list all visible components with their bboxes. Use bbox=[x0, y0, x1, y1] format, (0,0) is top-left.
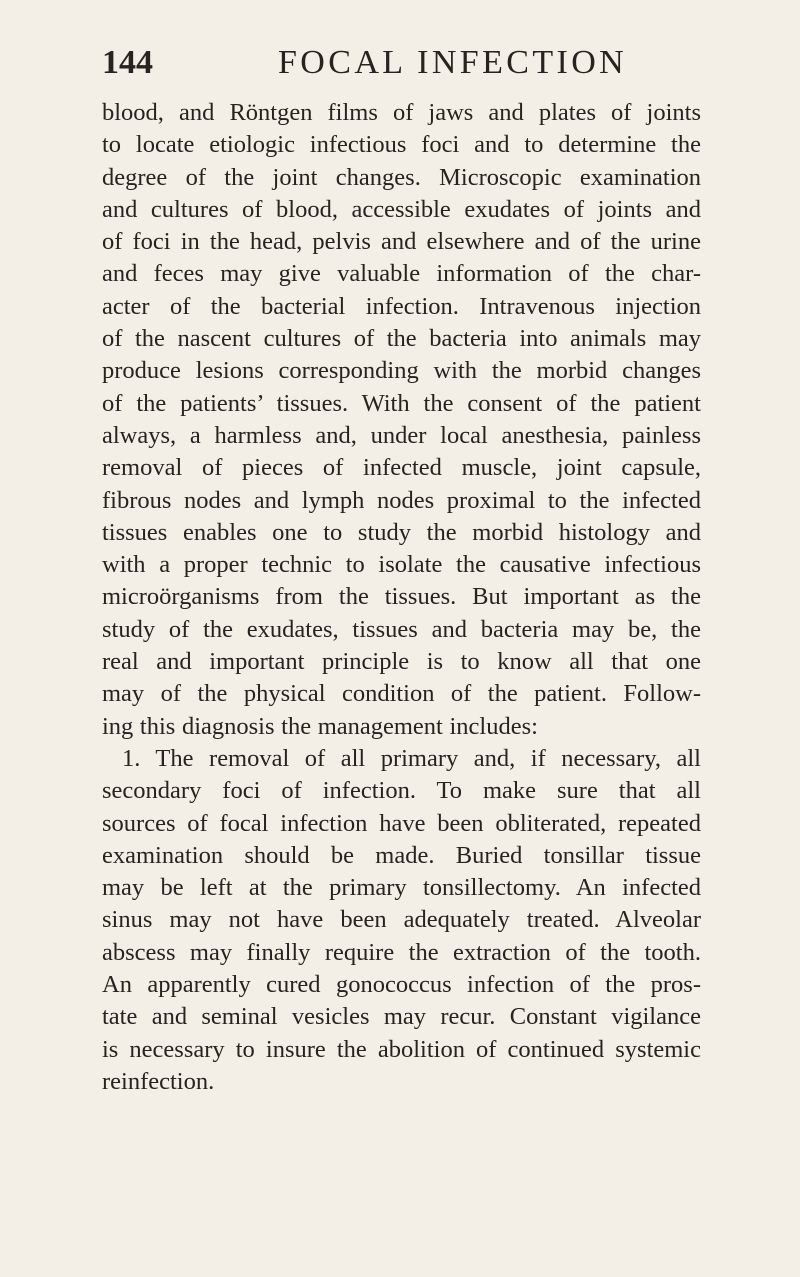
text-line: abscess may finally require the extraction of the tooth. bbox=[102, 938, 701, 966]
text-line: and feces may give valuable information of the char- bbox=[102, 260, 701, 288]
text-line: fibrous nodes and lymph nodes proximal to the infected bbox=[102, 486, 701, 514]
text-line: tate and seminal vesicles may recur. Constant vigilance bbox=[102, 1003, 701, 1031]
text-line: blood, and Röntgen films of jaws and plates of joints bbox=[102, 99, 701, 126]
body-text bbox=[102, 97, 701, 1098]
text-line: examination should be made. Buried tonsillar tissue bbox=[102, 841, 701, 869]
text-line: reinfection. bbox=[102, 1067, 215, 1095]
text-line: of the patients’ tissues. With the consent of the patient bbox=[102, 389, 701, 417]
page-header bbox=[102, 38, 702, 88]
page-number: 144 bbox=[102, 44, 153, 81]
text-line: of foci in the head, pelvis and elsewhere and of the urine bbox=[102, 228, 701, 256]
text-line: sinus may not have been adequately treated. Alveolar bbox=[102, 906, 701, 934]
text-line: with a proper technic to isolate the causative infectious bbox=[102, 551, 701, 579]
text-line: degree of the joint changes. Microscopic examination bbox=[102, 163, 701, 191]
text-line: ing this diagnosis the management includes: bbox=[102, 712, 538, 740]
text-line: removal of pieces of infected muscle, joint capsule, bbox=[102, 454, 701, 482]
text-line: acter of the bacterial infection. Intravenous injection bbox=[102, 292, 701, 320]
text-line: and cultures of blood, accessible exudates of joints and bbox=[102, 195, 701, 223]
text-line: of the nascent cultures of the bacteria into animals may bbox=[102, 325, 701, 353]
text-line: tissues enables one to study the morbid histology and bbox=[102, 518, 701, 546]
text-line: may of the physical condition of the patient. Follow- bbox=[102, 680, 701, 708]
text-line: to locate etiologic infectious foci and to determine the bbox=[102, 131, 701, 159]
text-line: is necessary to insure the abolition of continued systemic bbox=[102, 1035, 701, 1063]
text-line: produce lesions corresponding with the morbid changes bbox=[102, 357, 701, 385]
running-title: FOCAL INFECTION bbox=[278, 44, 628, 81]
text-line: may be left at the primary tonsillectomy. An infected bbox=[102, 874, 701, 902]
text-line: microörganisms from the tissues. But important as the bbox=[102, 583, 701, 611]
text-line: secondary foci of infection. To make sure that all bbox=[102, 777, 701, 805]
text-line: study of the exudates, tissues and bacteria may be, the bbox=[102, 615, 701, 643]
text-line: real and important principle is to know all that one bbox=[102, 648, 701, 676]
text-line: An apparently cured gonococcus infection of the pros- bbox=[102, 971, 701, 999]
text-line-numbered-item: 1. The removal of all primary and, if necessary, all bbox=[122, 744, 701, 772]
text-line: sources of focal infection have been obliterated, repeated bbox=[102, 809, 701, 837]
text-line: always, a harmless and, under local anesthesia, painless bbox=[102, 421, 701, 449]
